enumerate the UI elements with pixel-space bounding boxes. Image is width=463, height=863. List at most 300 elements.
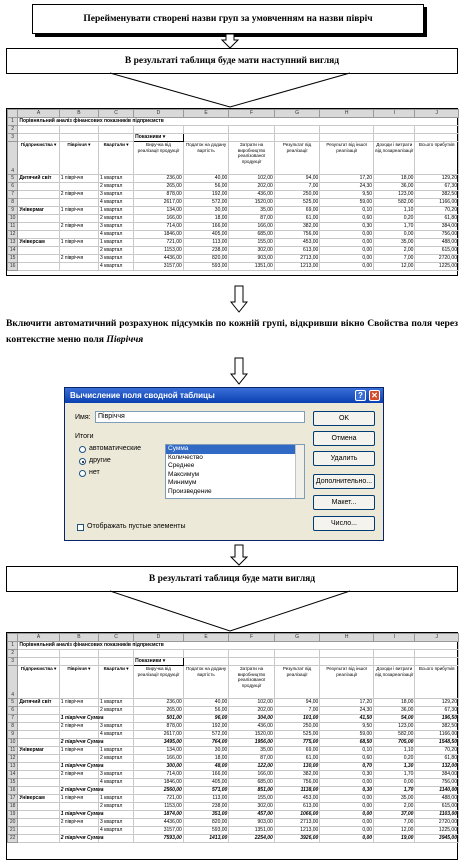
half-year-cell[interactable]	[59, 263, 98, 271]
value-cell[interactable]: 17,20	[320, 699, 374, 707]
row-header[interactable]: 6	[8, 707, 18, 715]
value-cell[interactable]: 87,00	[229, 755, 275, 763]
value-cell[interactable]: 1351,00	[229, 827, 275, 835]
value-cell[interactable]: 721,00	[134, 795, 184, 803]
enterprise-cell[interactable]: Універмаг	[18, 207, 59, 215]
value-cell[interactable]: 56,00	[183, 707, 229, 715]
value-cell[interactable]: 59,00	[320, 199, 374, 207]
row-header[interactable]: 12	[8, 755, 18, 763]
value-cell[interactable]: 775,00	[274, 739, 320, 747]
cell[interactable]	[59, 126, 98, 134]
row-header[interactable]: 21	[8, 827, 18, 835]
value-cell[interactable]: 102,00	[229, 175, 275, 183]
row-header[interactable]: 9	[8, 207, 18, 215]
cell[interactable]	[99, 650, 134, 658]
value-cell[interactable]: 0,00	[320, 811, 374, 819]
cell[interactable]	[99, 126, 134, 134]
value-cell[interactable]: 1213,00	[274, 827, 320, 835]
value-cell[interactable]: 113,00	[183, 239, 229, 247]
value-cell[interactable]: 0,00	[320, 231, 374, 239]
column-header[interactable]: F	[229, 110, 275, 118]
cell[interactable]	[229, 658, 275, 666]
column-header[interactable]: A	[18, 110, 59, 118]
cell[interactable]	[415, 650, 459, 658]
value-cell[interactable]: 582,00	[374, 731, 415, 739]
row-header[interactable]: 9	[8, 731, 18, 739]
half-year-cell[interactable]: 2 півріччя	[59, 255, 98, 263]
row-header[interactable]: 16	[8, 787, 18, 795]
half-year-cell[interactable]: 1 півріччя Сумма	[60, 811, 104, 817]
column-header[interactable]: I	[374, 634, 415, 642]
cell[interactable]	[134, 126, 184, 134]
value-cell[interactable]: 685,00	[229, 779, 275, 787]
enterprise-cell[interactable]	[18, 723, 59, 731]
value-cell[interactable]: 613,00	[274, 247, 320, 255]
value-cell[interactable]: 903,00	[229, 819, 275, 827]
value-cell[interactable]: 1413,00	[183, 835, 229, 843]
value-cell[interactable]: 61,00	[274, 755, 320, 763]
value-cell[interactable]: 756,00	[415, 231, 459, 239]
value-cell[interactable]: 1351,00	[229, 263, 275, 271]
value-cell[interactable]: 122,00	[229, 763, 275, 771]
value-cell[interactable]: 405,00	[183, 231, 229, 239]
enterprise-cell[interactable]	[18, 763, 59, 771]
column-header[interactable]: E	[183, 110, 229, 118]
column-title-a[interactable]: Підприємства ▾	[18, 142, 59, 175]
value-cell[interactable]: 0,00	[374, 779, 415, 787]
value-cell[interactable]: 265,00	[134, 183, 184, 191]
value-cell[interactable]: 903,00	[229, 255, 275, 263]
enterprise-cell[interactable]	[18, 199, 59, 207]
row-header[interactable]: 13	[8, 763, 18, 771]
enterprise-cell[interactable]	[18, 731, 59, 739]
value-cell[interactable]: 3945,00	[415, 835, 459, 843]
column-header[interactable]: G	[274, 634, 320, 642]
value-cell[interactable]: 615,00	[415, 803, 459, 811]
value-cell[interactable]: 166,00	[229, 223, 275, 231]
value-cell[interactable]: 488,00	[415, 239, 459, 247]
value-cell[interactable]: 384,00	[415, 223, 459, 231]
value-cell[interactable]: 87,00	[229, 215, 275, 223]
value-cell[interactable]: 3157,00	[134, 263, 184, 271]
enterprise-cell[interactable]: Універсам	[18, 795, 59, 803]
enterprise-cell[interactable]	[18, 191, 59, 199]
radio-other[interactable]	[79, 458, 86, 465]
enterprise-cell[interactable]	[18, 787, 59, 795]
cell[interactable]	[374, 134, 415, 142]
pokaznyky-field-button[interactable]: Показники ▾	[134, 134, 184, 142]
column-title-c[interactable]: Квартали ▾	[99, 142, 134, 175]
value-cell[interactable]: 40,00	[183, 699, 229, 707]
value-cell[interactable]: 0,00	[320, 803, 374, 811]
row-header[interactable]: 14	[8, 771, 18, 779]
value-cell[interactable]: 756,00	[274, 779, 320, 787]
value-cell[interactable]: 1103,00	[415, 811, 459, 819]
enterprise-cell[interactable]	[18, 247, 59, 255]
half-year-cell[interactable]: 2 півріччя	[59, 723, 98, 731]
cell[interactable]	[320, 126, 374, 134]
value-cell[interactable]: 705,00	[374, 739, 415, 747]
value-cell[interactable]: 300,00	[134, 763, 184, 771]
enterprise-cell[interactable]	[18, 231, 59, 239]
cell[interactable]	[18, 126, 59, 134]
value-cell[interactable]: 17,20	[320, 175, 374, 183]
quarter-cell[interactable]: 2 квартал	[99, 215, 134, 223]
column-title-e[interactable]: Податок на додану вартість	[183, 666, 229, 699]
half-year-cell[interactable]	[59, 183, 98, 191]
value-cell[interactable]: 250,00	[274, 191, 320, 199]
cell[interactable]	[229, 126, 275, 134]
value-cell[interactable]: 129,20	[415, 699, 459, 707]
column-title-b[interactable]: Півріччя ▾	[59, 666, 98, 699]
quarter-cell[interactable]: 3 квартал	[99, 819, 134, 827]
value-cell[interactable]: 436,00	[229, 723, 275, 731]
value-cell[interactable]: 12,00	[374, 263, 415, 271]
value-cell[interactable]: 571,00	[183, 787, 229, 795]
enterprise-cell[interactable]	[18, 223, 59, 231]
cell[interactable]	[183, 650, 229, 658]
value-cell[interactable]: 2720,00	[415, 255, 459, 263]
quarter-cell[interactable]: 4 квартал	[99, 731, 134, 739]
value-cell[interactable]: 94,00	[274, 175, 320, 183]
value-cell[interactable]: 4436,00	[134, 255, 184, 263]
value-cell[interactable]: 1138,00	[274, 787, 320, 795]
quarter-cell[interactable]: 3 квартал	[99, 771, 134, 779]
value-cell[interactable]: 1,70	[374, 223, 415, 231]
enterprise-cell[interactable]	[18, 755, 59, 763]
value-cell[interactable]: 501,00	[134, 715, 184, 723]
row-header[interactable]: 22	[8, 835, 18, 843]
value-cell[interactable]: 7,00	[274, 183, 320, 191]
list-item[interactable]: Минимум	[168, 479, 197, 486]
value-cell[interactable]: 0,20	[374, 215, 415, 223]
value-cell[interactable]: 0,00	[320, 835, 374, 843]
dialog-titlebar[interactable]	[65, 388, 383, 403]
list-item[interactable]: Среднее	[168, 462, 195, 469]
quarter-cell[interactable]: 3 квартал	[99, 191, 134, 199]
row-header[interactable]: 11	[8, 747, 18, 755]
row-header[interactable]: 12	[8, 231, 18, 239]
value-cell[interactable]: 1956,00	[229, 739, 275, 747]
column-header[interactable]: B	[59, 110, 98, 118]
list-scrollbar[interactable]	[295, 445, 304, 498]
value-cell[interactable]: 2720,00	[415, 819, 459, 827]
value-cell[interactable]: 1520,00	[229, 199, 275, 207]
value-cell[interactable]: 820,00	[183, 819, 229, 827]
value-cell[interactable]: 0,00	[320, 827, 374, 835]
value-cell[interactable]: 59,00	[320, 731, 374, 739]
row-header[interactable]: 14	[8, 247, 18, 255]
value-cell[interactable]: 70,20	[415, 207, 459, 215]
row-header[interactable]: 13	[8, 239, 18, 247]
half-year-cell[interactable]	[59, 755, 98, 763]
value-cell[interactable]: 878,00	[134, 191, 184, 199]
value-cell[interactable]: 1,30	[374, 763, 415, 771]
value-cell[interactable]: 1140,00	[415, 787, 459, 795]
half-year-cell[interactable]	[59, 247, 98, 255]
value-cell[interactable]: 9,50	[320, 191, 374, 199]
list-item[interactable]: Максимум	[168, 470, 200, 478]
radio-auto[interactable]	[79, 446, 86, 453]
value-cell[interactable]: 130,00	[274, 763, 320, 771]
value-cell[interactable]: 0,00	[320, 779, 374, 787]
value-cell[interactable]: 236,00	[134, 699, 184, 707]
row-header[interactable]: 8	[8, 199, 18, 207]
enterprise-cell[interactable]	[18, 715, 59, 723]
cell[interactable]	[18, 650, 59, 658]
enterprise-cell[interactable]	[18, 835, 59, 843]
value-cell[interactable]: 0,30	[320, 787, 374, 795]
value-cell[interactable]: 67,30	[415, 707, 459, 715]
cell[interactable]	[320, 650, 374, 658]
column-header[interactable]: B	[59, 634, 98, 642]
enterprise-cell[interactable]	[18, 779, 59, 787]
row-header[interactable]: 11	[8, 223, 18, 231]
value-cell[interactable]: 1,10	[374, 207, 415, 215]
value-cell[interactable]: 0,70	[320, 763, 374, 771]
value-cell[interactable]: 36,00	[374, 707, 415, 715]
value-cell[interactable]: 714,00	[134, 771, 184, 779]
value-cell[interactable]: 101,00	[274, 715, 320, 723]
value-cell[interactable]: 7,00	[374, 819, 415, 827]
half-year-cell[interactable]	[59, 707, 98, 715]
value-cell[interactable]: 613,00	[274, 803, 320, 811]
value-cell[interactable]: 134,00	[134, 747, 184, 755]
column-header[interactable]: A	[18, 634, 59, 642]
value-cell[interactable]: 96,00	[183, 715, 229, 723]
value-cell[interactable]: 236,00	[134, 175, 184, 183]
quarter-cell[interactable]: 4 квартал	[99, 779, 134, 787]
value-cell[interactable]: 302,00	[229, 247, 275, 255]
column-title-g[interactable]: Результат від реалізації	[274, 666, 320, 699]
value-cell[interactable]: 7,00	[374, 255, 415, 263]
row-header[interactable]: 5	[8, 175, 18, 183]
half-year-cell[interactable]: 2 півріччя	[59, 819, 98, 827]
half-year-cell[interactable]	[59, 827, 98, 835]
value-cell[interactable]: 61,80	[415, 215, 459, 223]
value-cell[interactable]: 436,00	[229, 191, 275, 199]
value-cell[interactable]: 0,00	[320, 263, 374, 271]
value-cell[interactable]: 61,80	[415, 755, 459, 763]
half-year-cell[interactable]: 2 півріччя Сумма	[60, 787, 104, 793]
value-cell[interactable]: 68,50	[320, 739, 374, 747]
half-year-cell[interactable]	[59, 215, 98, 223]
value-cell[interactable]: 123,00	[374, 191, 415, 199]
value-cell[interactable]: 3157,00	[134, 827, 184, 835]
value-cell[interactable]: 19,00	[374, 835, 415, 843]
column-title-g[interactable]: Результат від реалізації	[274, 142, 320, 175]
value-cell[interactable]: 196,50	[415, 715, 459, 723]
value-cell[interactable]: 0,00	[320, 247, 374, 255]
quarter-cell[interactable]: 2 квартал	[99, 803, 134, 811]
cell[interactable]	[18, 658, 59, 666]
enterprise-cell[interactable]: Універсам	[18, 239, 59, 247]
row-header[interactable]: 5	[8, 699, 18, 707]
cell[interactable]	[183, 134, 229, 142]
value-cell[interactable]: 35,00	[229, 747, 275, 755]
value-cell[interactable]: 572,00	[183, 731, 229, 739]
value-cell[interactable]: 0,30	[320, 771, 374, 779]
half-year-cell[interactable]	[59, 199, 98, 207]
value-cell[interactable]: 2560,00	[134, 787, 184, 795]
value-cell[interactable]: 572,00	[183, 199, 229, 207]
enterprise-cell[interactable]	[18, 707, 59, 715]
value-cell[interactable]: 166,00	[134, 215, 184, 223]
quarter-cell[interactable]: 4 квартал	[99, 199, 134, 207]
value-cell[interactable]: 0,10	[320, 747, 374, 755]
cell[interactable]	[99, 134, 134, 142]
quarter-cell[interactable]: 2 квартал	[99, 755, 134, 763]
half-year-cell[interactable]: 1 півріччя Сумма	[60, 763, 104, 769]
value-cell[interactable]: 7,00	[274, 707, 320, 715]
column-title-j[interactable]: Всього прибутків	[415, 142, 459, 175]
cell[interactable]	[374, 650, 415, 658]
value-cell[interactable]: 70,20	[415, 747, 459, 755]
value-cell[interactable]: 0,00	[320, 255, 374, 263]
cell[interactable]	[274, 650, 320, 658]
cell[interactable]	[274, 134, 320, 142]
row-header[interactable]: 17	[8, 795, 18, 803]
value-cell[interactable]: 132,00	[415, 763, 459, 771]
enterprise-cell[interactable]	[18, 771, 59, 779]
value-cell[interactable]: 18,00	[183, 215, 229, 223]
value-cell[interactable]: 2,00	[374, 247, 415, 255]
value-cell[interactable]: 878,00	[134, 723, 184, 731]
quarter-cell[interactable]: 2 квартал	[99, 707, 134, 715]
value-cell[interactable]: 4436,00	[134, 819, 184, 827]
value-cell[interactable]: 123,00	[374, 723, 415, 731]
cell[interactable]	[415, 134, 459, 142]
cell[interactable]	[415, 126, 459, 134]
value-cell[interactable]: 0,00	[320, 819, 374, 827]
quarter-cell[interactable]: 4 квартал	[99, 263, 134, 271]
value-cell[interactable]: 3926,00	[274, 835, 320, 843]
value-cell[interactable]: 166,00	[183, 771, 229, 779]
enterprise-cell[interactable]	[18, 263, 59, 271]
row-header[interactable]: 20	[8, 819, 18, 827]
function-list[interactable]	[165, 444, 305, 499]
value-cell[interactable]: 382,50	[415, 723, 459, 731]
half-year-cell[interactable]: 2 півріччя Сумма	[60, 739, 104, 745]
radio-none[interactable]	[79, 470, 86, 477]
value-cell[interactable]: 0,00	[320, 795, 374, 803]
value-cell[interactable]: 1225,00	[415, 263, 459, 271]
value-cell[interactable]: 67,30	[415, 183, 459, 191]
quarter-cell[interactable]: 1 квартал	[99, 795, 134, 803]
value-cell[interactable]: 1166,00	[415, 731, 459, 739]
row-header[interactable]: 6	[8, 183, 18, 191]
half-year-cell[interactable]	[59, 779, 98, 787]
row-header[interactable]: 2	[8, 126, 18, 134]
value-cell[interactable]: 1,10	[374, 747, 415, 755]
value-cell[interactable]: 35,00	[374, 795, 415, 803]
list-item[interactable]: Сумма	[166, 445, 304, 454]
cancel-button[interactable]: Отмена	[313, 431, 375, 446]
column-header[interactable]: J	[415, 110, 459, 118]
value-cell[interactable]: 36,00	[374, 183, 415, 191]
column-title-f[interactable]: Затрати на виробництво реалізованої продукції	[229, 666, 275, 699]
value-cell[interactable]: 384,00	[415, 771, 459, 779]
value-cell[interactable]: 166,00	[183, 223, 229, 231]
value-cell[interactable]: 1213,00	[274, 263, 320, 271]
sheet-title[interactable]: Порівняльний аналіз фінансових показників підприємств	[18, 642, 459, 650]
enterprise-cell[interactable]	[18, 739, 59, 747]
half-year-cell[interactable]	[59, 731, 98, 739]
enterprise-cell[interactable]	[18, 215, 59, 223]
value-cell[interactable]: 304,00	[229, 715, 275, 723]
column-title-d[interactable]: Виручка від реалізації продукції	[134, 666, 184, 699]
value-cell[interactable]: 238,00	[183, 803, 229, 811]
name-field[interactable]: Півріччя	[95, 411, 305, 423]
column-title-f[interactable]: Затрати на виробництво реалізованої продукції	[229, 142, 275, 175]
value-cell[interactable]: 1066,00	[274, 811, 320, 819]
value-cell[interactable]: 615,00	[415, 247, 459, 255]
value-cell[interactable]: 18,00	[183, 755, 229, 763]
value-cell[interactable]: 48,00	[183, 763, 229, 771]
value-cell[interactable]: 851,00	[229, 787, 275, 795]
quarter-cell[interactable]: 4 квартал	[99, 827, 134, 835]
pokaznyky-field-button[interactable]: Показники ▾	[134, 658, 184, 666]
quarter-cell[interactable]: 1 квартал	[99, 175, 134, 183]
value-cell[interactable]: 1548,50	[415, 739, 459, 747]
value-cell[interactable]: 24,30	[320, 707, 374, 715]
value-cell[interactable]: 155,00	[229, 239, 275, 247]
row-header[interactable]: 15	[8, 255, 18, 263]
row-header[interactable]: 15	[8, 779, 18, 787]
value-cell[interactable]: 9,50	[320, 723, 374, 731]
value-cell[interactable]: 41,50	[320, 715, 374, 723]
row-header[interactable]: 3	[8, 134, 18, 142]
quarter-cell[interactable]: 1 квартал	[99, 239, 134, 247]
column-title-d[interactable]: Виручка від реалізації продукції	[134, 142, 184, 175]
half-year-cell[interactable]	[59, 231, 98, 239]
cell[interactable]	[18, 134, 59, 142]
value-cell[interactable]: 192,00	[183, 191, 229, 199]
value-cell[interactable]: 593,00	[183, 263, 229, 271]
half-year-cell[interactable]: 1 півріччя	[59, 795, 98, 803]
quarter-cell[interactable]: 1 квартал	[99, 207, 134, 215]
value-cell[interactable]: 102,00	[229, 699, 275, 707]
value-cell[interactable]: 593,00	[183, 827, 229, 835]
value-cell[interactable]: 3495,00	[134, 739, 184, 747]
value-cell[interactable]: 1,70	[374, 787, 415, 795]
column-header[interactable]: J	[415, 634, 459, 642]
row-header[interactable]: 8	[8, 723, 18, 731]
cell[interactable]	[320, 134, 374, 142]
value-cell[interactable]: 37,00	[374, 811, 415, 819]
advanced-button[interactable]: Дополнительно...	[313, 474, 375, 489]
value-cell[interactable]: 0,00	[320, 239, 374, 247]
half-year-cell[interactable]	[59, 803, 98, 811]
value-cell[interactable]: 2713,00	[274, 255, 320, 263]
value-cell[interactable]: 457,00	[229, 811, 275, 819]
half-year-cell[interactable]: 1 півріччя	[59, 747, 98, 755]
delete-button[interactable]: Удалить	[313, 451, 375, 466]
enterprise-cell[interactable]: Дитячий світ	[18, 175, 59, 183]
enterprise-cell[interactable]: Дитячий світ	[18, 699, 59, 707]
value-cell[interactable]: 721,00	[134, 239, 184, 247]
value-cell[interactable]: 382,00	[274, 223, 320, 231]
column-header[interactable]: C	[99, 110, 134, 118]
value-cell[interactable]: 0,00	[374, 231, 415, 239]
row-header[interactable]: 3	[8, 658, 18, 666]
value-cell[interactable]: 2713,00	[274, 819, 320, 827]
value-cell[interactable]: 166,00	[134, 755, 184, 763]
value-cell[interactable]: 302,00	[229, 803, 275, 811]
half-year-cell[interactable]: 1 півріччя Сумма	[60, 715, 104, 721]
value-cell[interactable]: 1166,00	[415, 199, 459, 207]
cell[interactable]	[134, 650, 184, 658]
